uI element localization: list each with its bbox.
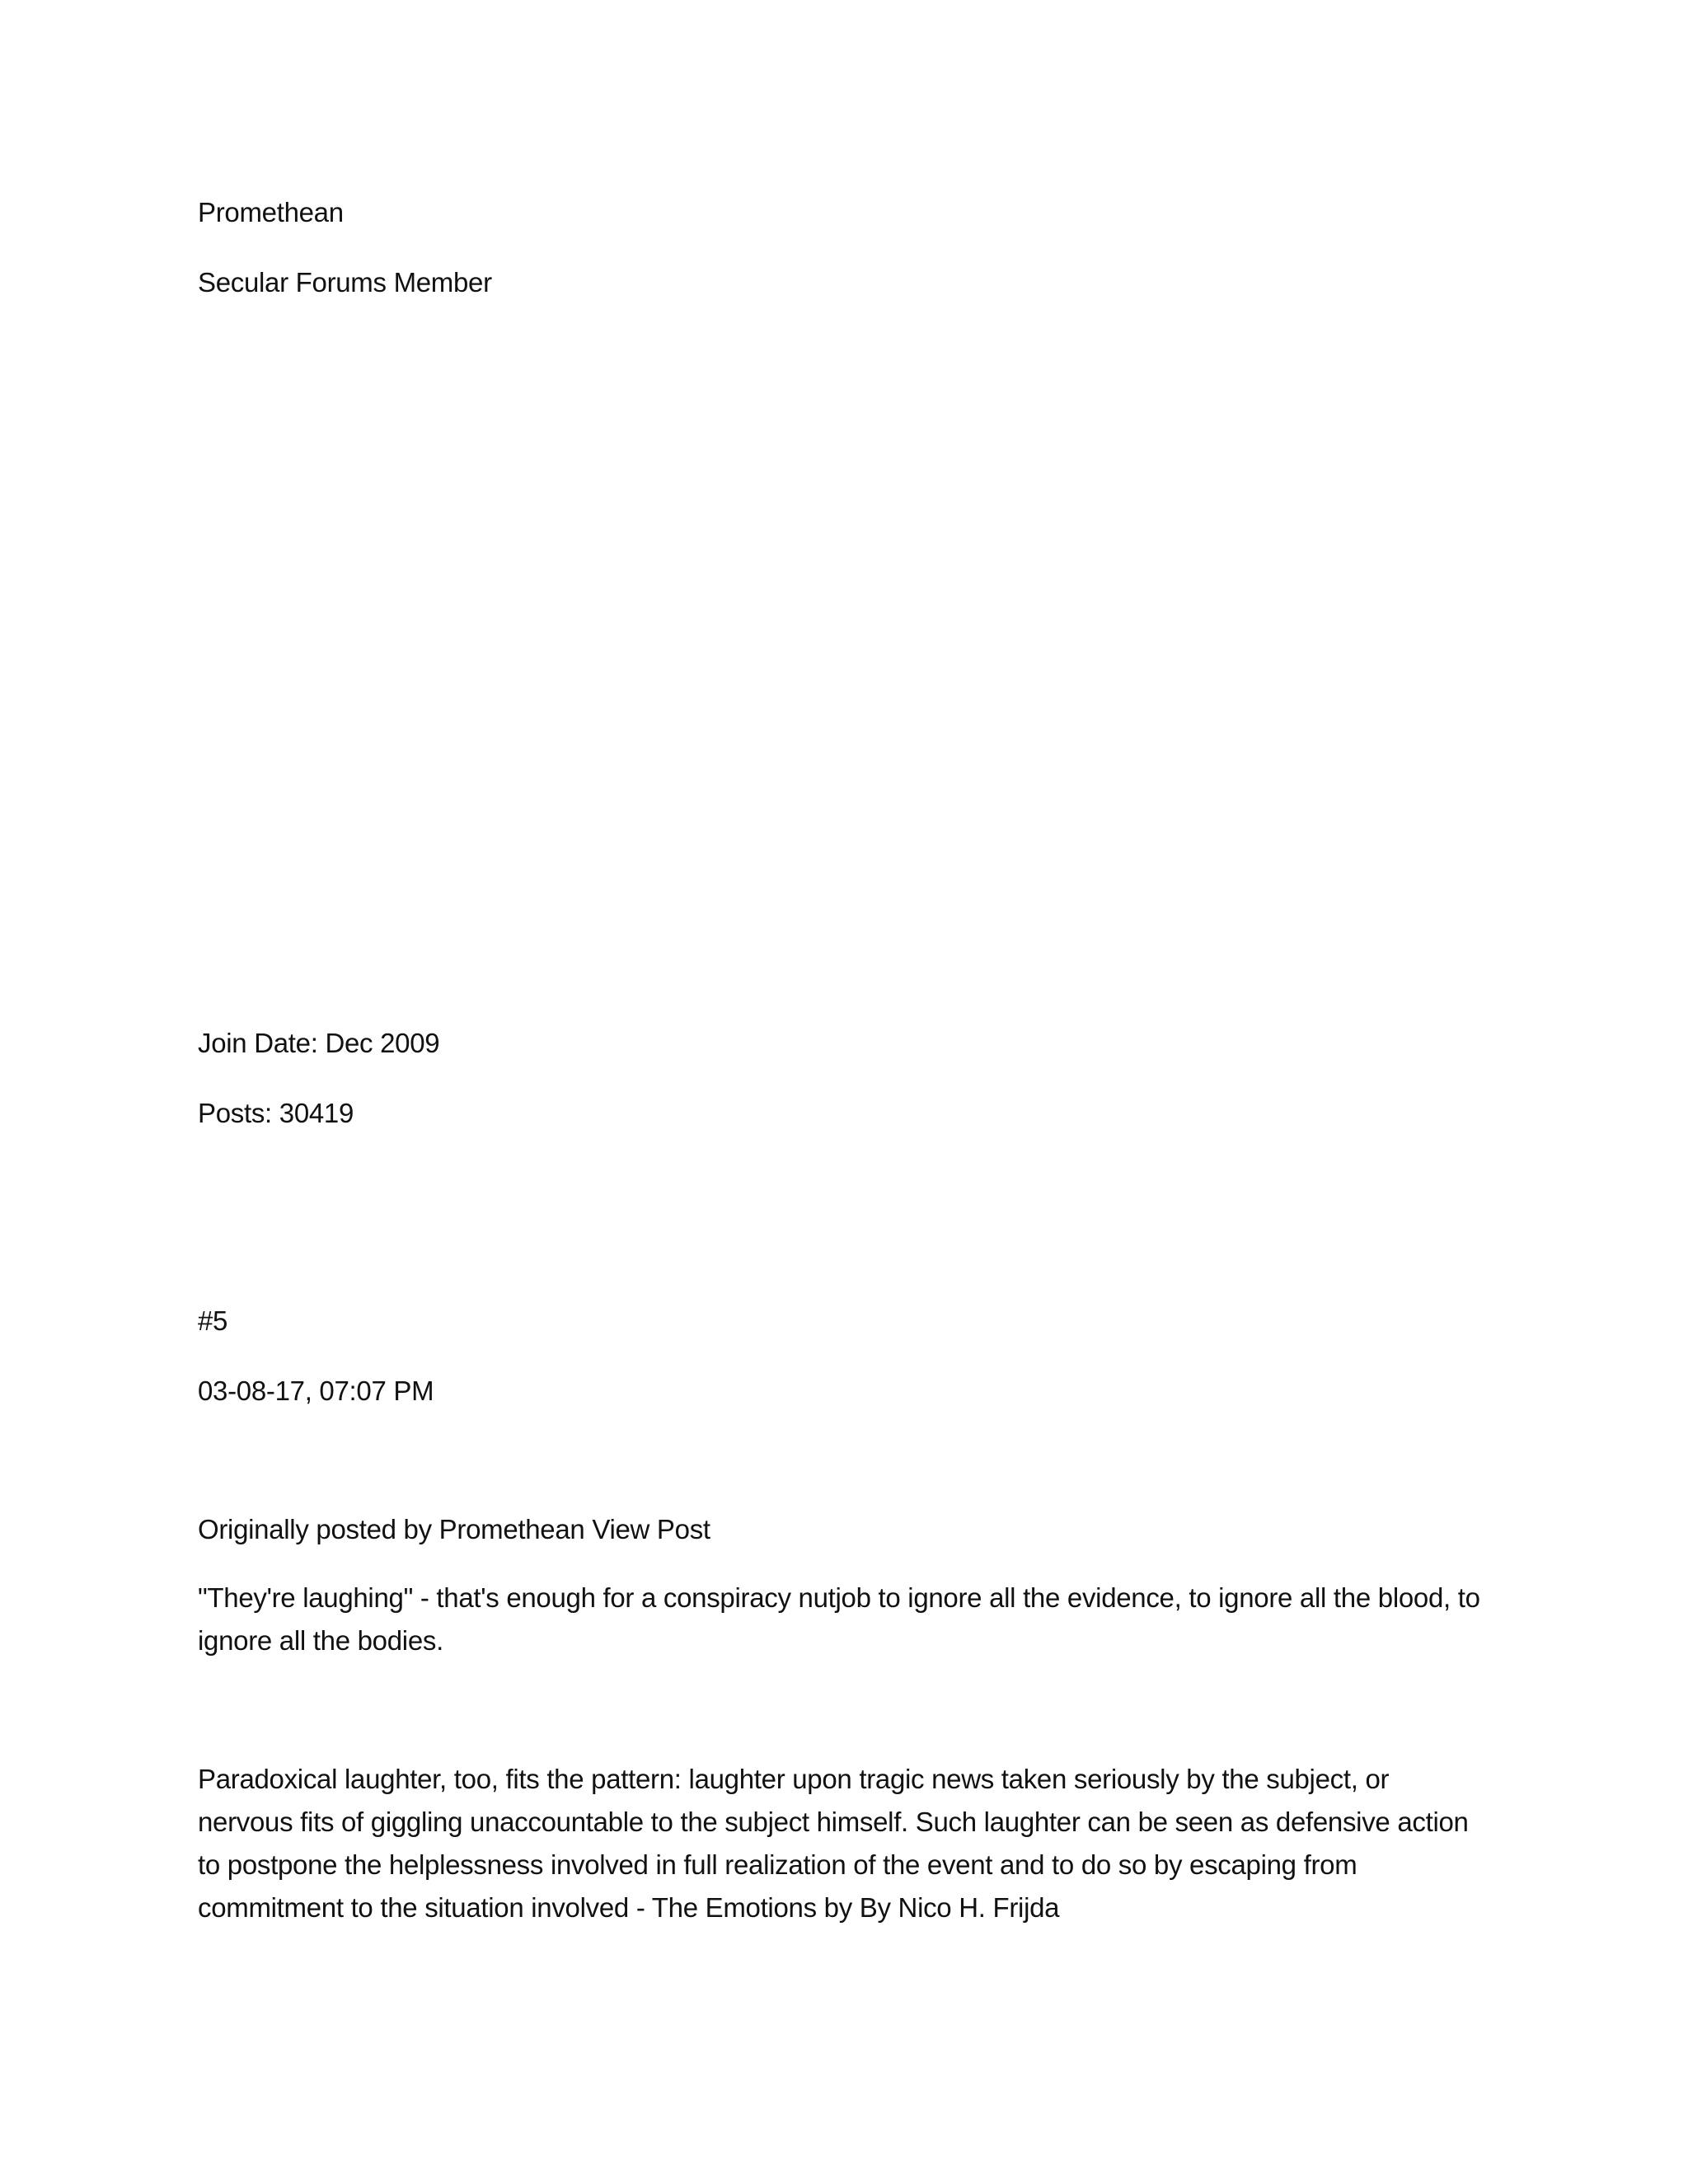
post-body [198,1758,1484,1929]
quote-header: Originally posted by Promethean View Post [198,1514,710,1544]
author-title: Secular Forums Member [198,267,492,298]
author-join-date: Join Date: Dec 2009 [198,1028,440,1058]
quote-text: "They're laughing" - that's enough for a conspiracy nutjob to ignore all the evidence, to ignore all the blood, to ignore all the bodies. [198,1582,1480,1656]
author-post-count: Posts: 30419 [198,1098,354,1128]
post-number: #5 [198,1305,228,1336]
post-timestamp: 03-08-17, 07:07 PM [198,1376,434,1406]
post-body-text: Paradoxical laughter, too, fits the pattern: laughter upon tragic news taken seriously by the subject, or nervous fits of giggling unaccountable to the subject himself. Such laughter can be seen as defensive action to postpone the helplessness involved in full realization of the event and to do so by escaping from commitment to the situation involved - The Emotions by By Nico H. Frijda [198,1764,1469,1923]
author-username: Promethean [198,197,344,227]
quote-block [198,1577,1484,1662]
